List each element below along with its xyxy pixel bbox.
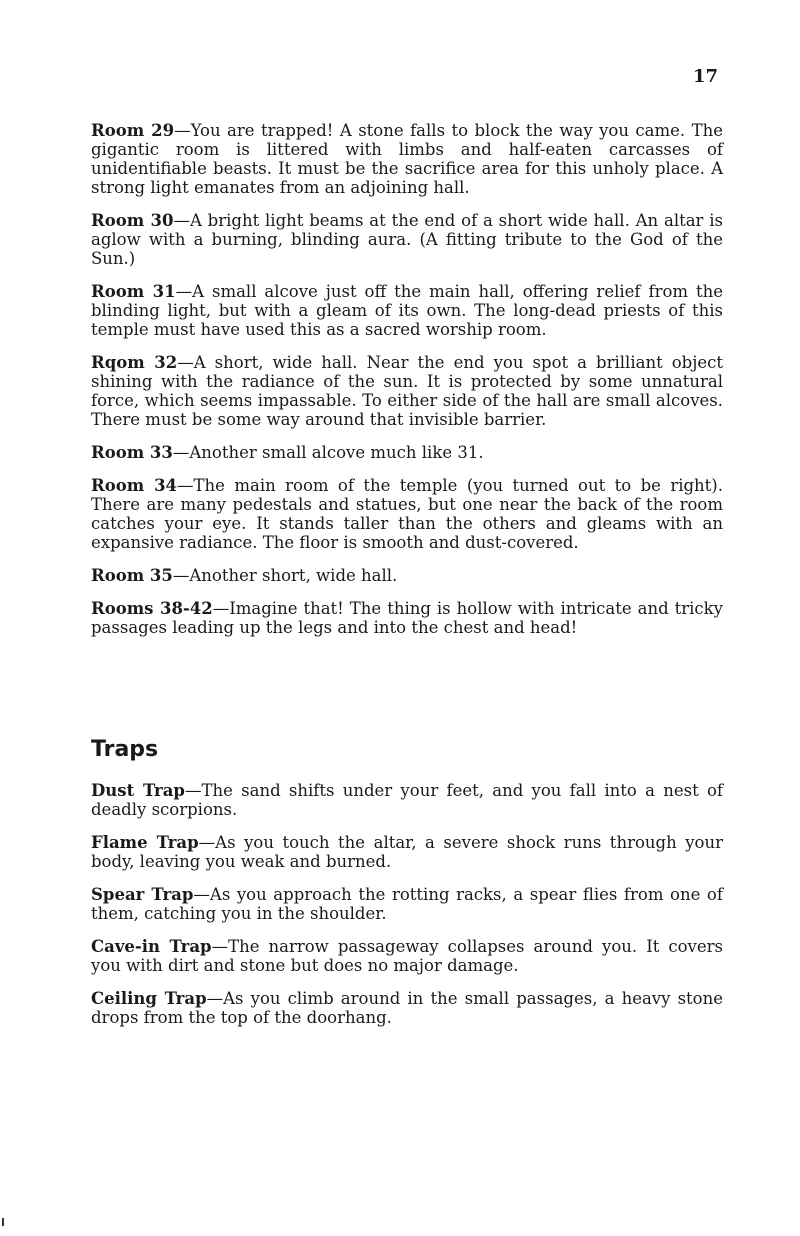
page-content	[91, 121, 723, 1041]
room-entry	[91, 353, 723, 429]
room-entry	[91, 443, 723, 462]
trap-entry	[91, 885, 723, 923]
trap-term: Dust Trap	[91, 781, 185, 800]
room-entry	[91, 566, 723, 585]
trap-entry	[91, 989, 723, 1027]
room-description: —A bright light beams at the end of a short wide hall. An altar is aglow with a burning, blinding aura. (A fitting tribute to the God of the Sun.)	[91, 211, 723, 268]
room-term: Rqom 32	[91, 353, 178, 372]
trap-description: —As you touch the altar, a severe shock runs through your body, leaving you weak and burned.	[91, 833, 723, 871]
room-term: Room 31	[91, 282, 176, 301]
room-entry	[91, 282, 723, 339]
room-term: Room 33	[91, 443, 173, 462]
trap-term: Spear Trap	[91, 885, 194, 904]
room-description: —Another small alcove much like 31.	[172, 443, 484, 462]
room-description: —A small alcove just off the main hall, offering relief from the blinding light, but with a gleam of its own. The long-dead priests of this temple must have used this as a sacred worship room.	[91, 282, 724, 339]
room-description: —You are trapped! A stone falls to block the way you came. The gigantic room is littered with limbs and half-eaten carcasses of unidentifiable beasts. It must be the sacrifice area for this unholy place. A strong light emanates from an adjoining hall.	[91, 121, 723, 197]
trap-term: Cave-in Trap	[91, 937, 212, 956]
trap-term: Flame Trap	[91, 833, 199, 852]
trap-entry	[91, 833, 723, 871]
room-description: —Imagine that! The thing is hollow with intricate and tricky passages leading up the legs and into the chest and head!	[91, 599, 723, 637]
room-term: Rooms 38-42	[91, 599, 213, 618]
traps-heading: Traps	[91, 737, 159, 762]
trap-description: —As you approach the rotting racks, a spear flies from one of them, catching you in the shoulder.	[91, 885, 723, 923]
trap-description: —The narrow passageway collapses around you. It covers you with dirt and stone but does no major damage.	[91, 937, 723, 975]
scan-mark	[2, 1218, 4, 1226]
trap-entry	[91, 781, 723, 819]
trap-description: —As you climb around in the small passages, a heavy stone drops from the top of the doorhang.	[91, 989, 723, 1027]
room-description: —A short, wide hall. Near the end you spot a brilliant object shining with the radiance of the sun. It is protected by some unnatural force, which seems impassable. To either side of the hall are small alcoves. There must be some way around that invisible barrier.	[91, 353, 723, 429]
room-term: Room 30	[91, 211, 174, 230]
room-term: Room 35	[91, 566, 173, 585]
traps-list	[91, 781, 723, 1027]
room-entry	[91, 211, 723, 268]
room-term: Room 34	[91, 476, 178, 495]
room-term: Room 29	[91, 121, 175, 140]
page-number: 17	[692, 66, 718, 87]
trap-entry	[91, 937, 723, 975]
room-entry	[91, 121, 723, 197]
section-spacer	[91, 651, 723, 737]
room-description: —The main room of the temple (you turned out to be right). There are many pedestals and statues, but one near the back of the room catches your eye. It stands taller than the others and gleams with an expansive radiance. The floor is smooth and dust-covered.	[91, 476, 723, 552]
trap-description: —The sand shifts under your feet, and you fall into a nest of deadly scorpions.	[91, 781, 723, 819]
room-description: —Another short, wide hall.	[172, 566, 398, 585]
room-entry	[91, 476, 723, 552]
room-entry	[91, 599, 723, 637]
trap-term: Ceiling Trap	[91, 989, 207, 1008]
rooms-list	[91, 121, 723, 637]
